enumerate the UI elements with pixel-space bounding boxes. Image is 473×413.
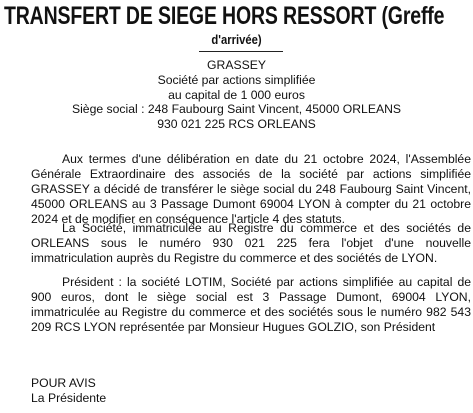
signature-block bbox=[31, 376, 106, 406]
company-header bbox=[0, 58, 473, 132]
company-name: GRASSEY bbox=[207, 58, 266, 72]
paragraph-registration bbox=[31, 221, 471, 266]
paragraph-text: La Société, immatriculée au Registre du commerce et des sociétés de ORLEANS sous le numéro 930 021 225 fera l'objet d'une nouvelle immatriculation auprès du Registre du commerce et des sociétés de LYON. bbox=[31, 221, 471, 265]
company-head-office: Siège social : 248 Faubourg Saint Vincent, 45000 ORLEANS bbox=[71, 102, 402, 117]
signatory: La Présidente bbox=[31, 390, 107, 405]
company-legal-form: Société par actions simplifiée bbox=[157, 72, 316, 87]
notice-title: TRANSFERT DE SIEGE HORS RESSORT (Greffe bbox=[4, 2, 445, 30]
paragraph-decision bbox=[31, 152, 471, 227]
paragraph-president bbox=[31, 275, 471, 335]
company-capital: au capital de 1 000 euros bbox=[168, 87, 305, 102]
closing-text: POUR AVIS bbox=[31, 376, 96, 390]
paragraph-text: Président : la société LOTIM, Société par actions simplifiée au capital de 900 euros, dont le siège social est 3 Passage Dumont, 69004 LYON, immatriculée au Registre du commerce et des sociétés sous le numéro 982 543 209 RCS LYON représentée par Monsieur Hugues GOLZIO, son Président bbox=[31, 275, 471, 334]
title-divider bbox=[199, 51, 283, 52]
company-registration: 930 021 225 RCS ORLEANS bbox=[157, 117, 316, 132]
notice-subtitle: d'arrivée) bbox=[211, 33, 262, 47]
paragraph-text: Aux termes d'une délibération en date du 21 octobre 2024, l'Assemblée Générale Extraordinaire des associés de la société par actions simplifiée GRASSEY a décidé de transférer le siège social du 248 Faubourg Saint Vincent, 45000 ORLEANS au 3 Passage Dumont 69004 LYON à compter du 21 octobre 2024 et de modifier en conséquence l'article 4 des statuts. bbox=[31, 152, 471, 226]
